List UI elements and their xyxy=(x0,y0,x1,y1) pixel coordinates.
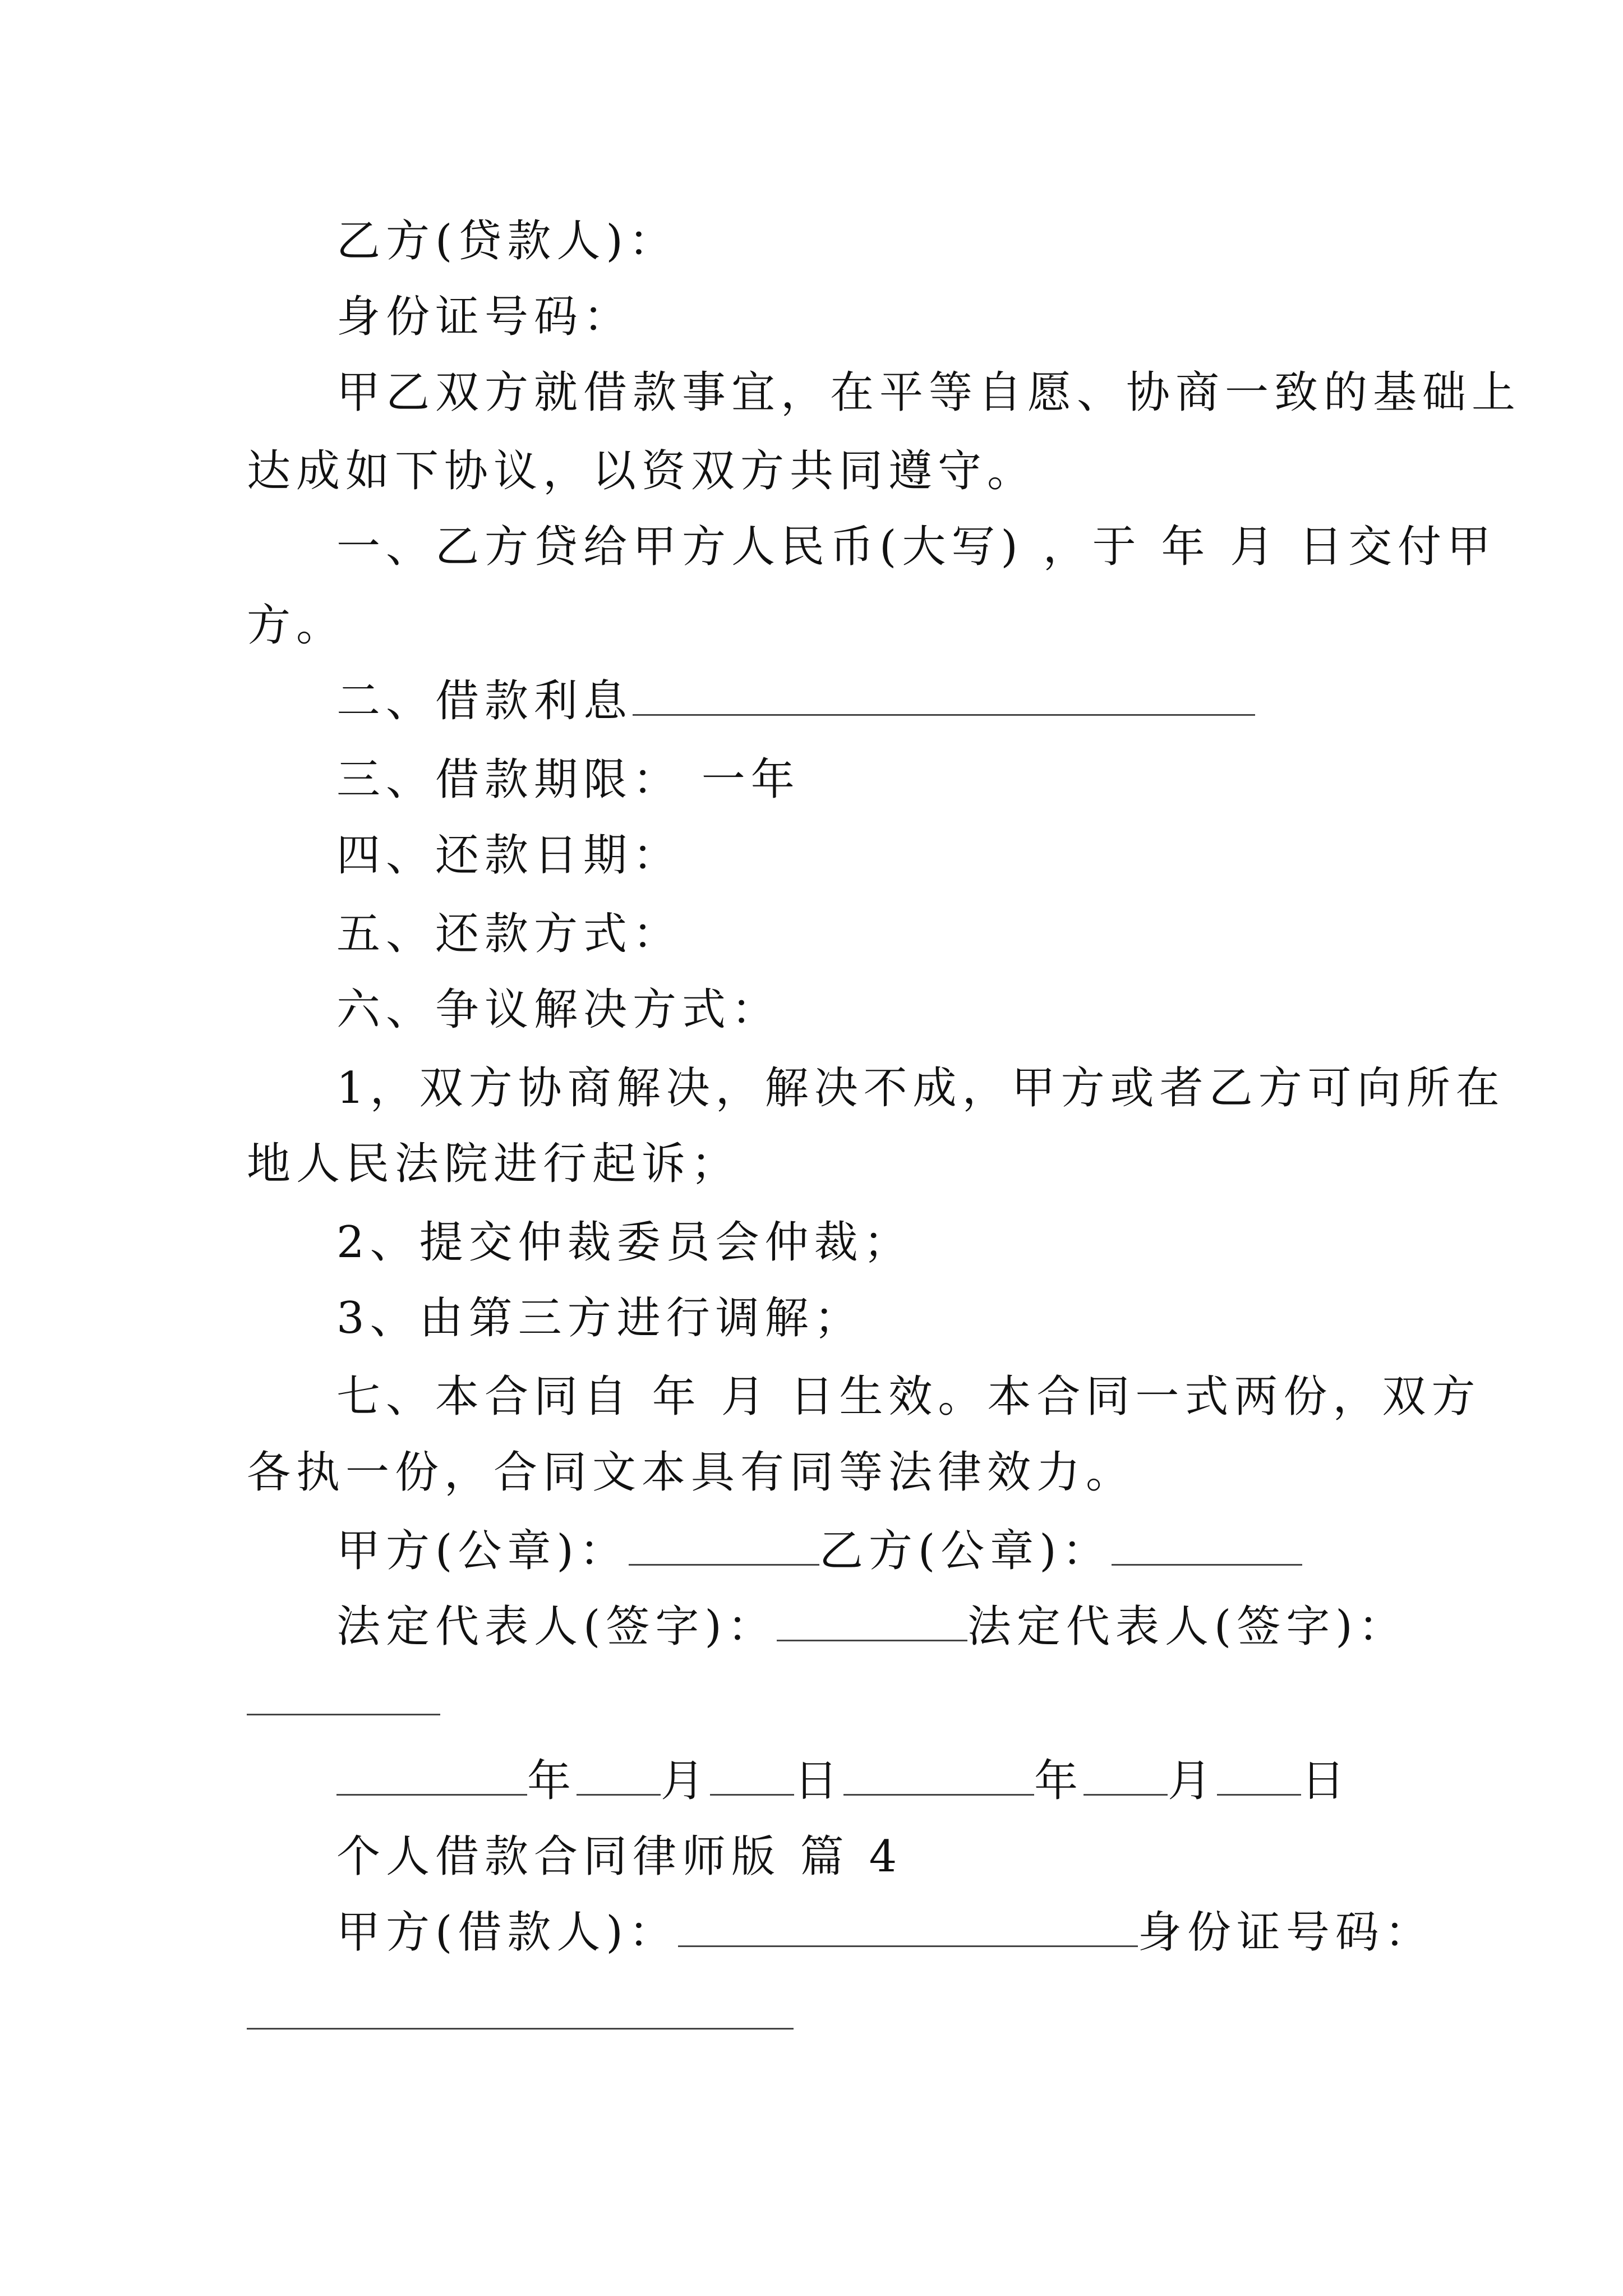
date-b-day-label: 日 xyxy=(1301,1756,1351,1806)
seal-b-blank xyxy=(1112,1525,1302,1566)
intro-line-2: 达成如下协议，以资双方共同遵守。 xyxy=(247,446,1037,496)
borrower-blank xyxy=(678,1906,1138,1947)
clause-1-line-1: 一、乙方贷给甲方人民币(大写) ，于 年 月 日交付甲 xyxy=(336,522,1497,572)
date-a-day-blank xyxy=(710,1755,794,1796)
clause-7-line-2: 各执一份，合同文本具有同等法律效力。 xyxy=(247,1447,1136,1498)
date-line xyxy=(336,1753,1350,1809)
clause-3-line: 三、借款期限： 一年 xyxy=(336,754,800,805)
seal-a-label: 甲方(公章)： xyxy=(336,1526,629,1576)
clause-6-line: 六、争议解决方式： xyxy=(336,984,781,1035)
rep-b-blank xyxy=(247,1714,440,1715)
date-a-year-blank xyxy=(336,1755,527,1796)
date-a-day-label: 日 xyxy=(794,1756,844,1806)
dispute-item-3-line: 3、由第三方进行调解； xyxy=(336,1293,864,1343)
seal-line xyxy=(336,1523,1302,1579)
clause-2-line xyxy=(336,673,1255,729)
seal-a-blank xyxy=(629,1525,819,1566)
borrower-id-label: 身份证号码： xyxy=(1137,1907,1434,1958)
clause-4-line: 四、还款日期： xyxy=(336,830,683,881)
rep-a-blank xyxy=(777,1600,967,1641)
date-b-day-blank xyxy=(1217,1755,1301,1796)
dispute-item-2-line: 2、提交仲裁委员会仲裁； xyxy=(336,1217,913,1268)
clause-2-label: 二、借款利息 xyxy=(336,676,633,726)
date-b-month-blank xyxy=(1083,1755,1168,1796)
rep-b-label: 法定代表人(签字)： xyxy=(967,1602,1408,1652)
interest-blank xyxy=(633,675,1255,716)
clause-1-line-2: 方。 xyxy=(247,600,346,651)
date-b-month-label: 月 xyxy=(1168,1756,1218,1806)
id-number-line: 身份证号码： xyxy=(336,292,633,342)
rep-a-label: 法定代表人(签字)： xyxy=(336,1602,777,1652)
borrower-label: 甲方(借款人)： xyxy=(336,1907,678,1958)
date-a-month-label: 月 xyxy=(661,1756,711,1806)
lender-line: 乙方(贷款人)： xyxy=(336,216,678,266)
date-a-year-label: 年 xyxy=(527,1756,577,1806)
clause-7-line-1: 七、本合同自 年 月 日生效。本合同一式两份，双方 xyxy=(336,1372,1481,1422)
borrower-line xyxy=(336,1904,1434,1961)
representative-line xyxy=(336,1599,1408,1655)
clause-5-line: 五、还款方式： xyxy=(336,909,683,959)
date-b-year-blank xyxy=(843,1755,1034,1796)
seal-b-label: 乙方(公章)： xyxy=(819,1526,1112,1576)
borrower-id-blank xyxy=(247,2028,794,2030)
dispute-item-1-line-2: 地人民法院进行起诉； xyxy=(247,1139,741,1189)
dispute-item-1-line-1: 1，双方协商解决，解决不成，甲方或者乙方可向所在 xyxy=(336,1063,1505,1114)
date-a-month-blank xyxy=(577,1755,661,1796)
date-b-year-label: 年 xyxy=(1034,1756,1084,1806)
intro-line-1: 甲乙双方就借款事宜，在平等自愿、协商一致的基础上 xyxy=(336,367,1521,418)
section-heading: 个人借款合同律师版 篇 4 xyxy=(336,1832,903,1882)
